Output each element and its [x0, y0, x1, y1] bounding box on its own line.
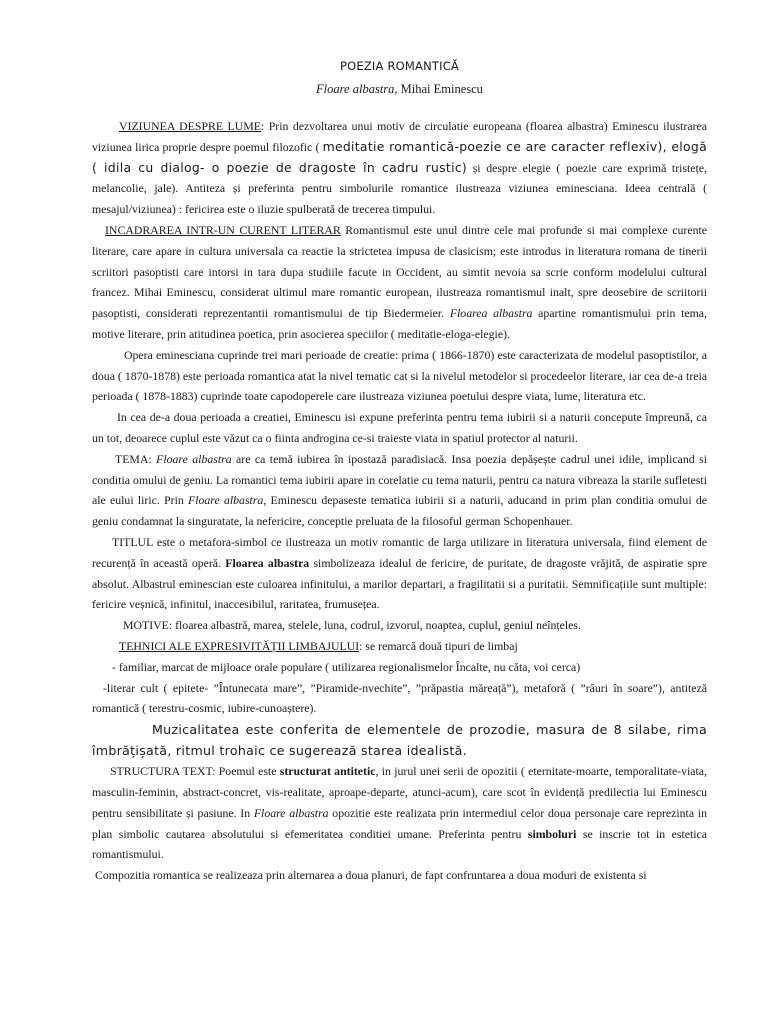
- paragraph-tema: TEMA: Floare albastra are ca temă iubirea în ipostază paradisiacă. Insa poezia depășește cadrul unei idile, implicand si conditia omului de geniu. La romantici tema iubirii apare in corelatie cu tema naturii, pentru ca natura vibreaza la starile sufletesti ale eului liric. Prin Floare albastra, Eminescu depaseste tematica iubirii si a naturii, aducand in prim plan conditia omului de geniu condamnat la singuratate, la nefericire, conceptie preluata de la filosoful german Schopenhauer.: [92, 451, 708, 529]
- heading-tema: TEMA:: [115, 451, 152, 466]
- paragraph-titlul: TITLUL este o metafora-simbol ce ilustreaza un motiv romantic de larga utilizare in literatura universala, fiind element de recurență în această operă. Floarea albastra simbolizeaza idealul de fericire, de puritate, de dragoste vrăjită, de aspiratie spre absolut. Albastrul eminescian este culoarea infinitului, a marilor departari, a fragilitatii si a puritatii. Semnificațiile sunt multiple: fericire veșnică, infinitul, inaccesibilul, raritatea, frumusețea.: [92, 534, 708, 612]
- subtitle-author: , Mihai Eminescu: [394, 82, 483, 96]
- page-title: POEZIA ROMANTICĂ: [340, 59, 459, 73]
- list-item-cult: -literar cult ( epitete- ”Întunecata mare”, ”Piramide-nvechite”, ”prăpastia măreață”), metaforă ( ”râuri în soare”), antiteză romantică ( terestru-cosmic, iubire-cunoaștere).: [92, 680, 707, 716]
- heading-viziunea: VIZIUNEA DESPRE LUME: [119, 119, 261, 133]
- paragraph-motive: MOTIVE: floarea albastră, marea, stelele, luna, codrul, izvorul, noaptea, cuplul, geniul neînțeles.: [123, 618, 581, 633]
- heading-incadrarea: INCADRAREA INTR-UN CURENT LITERAR: [105, 222, 341, 237]
- paragraph-structura: STRUCTURA TEXT: Poemul este structurat antitetic, in jurul unei serii de opozitii ( eternitate-moarte, temporalitate-viata, masculin-feminin, abstract-concret, vis-realitate, aproape-departe, atunci-acum), care scot în evidență predilectia lui Eminescu pentru sensibilitate și pasiune. In Floare albastra opozitie este realizata prin intermediul celor doua personaje care reprezinta in plan simbolic cautarea absolutului si efemeritatea conditiei umane. Preferinta pentru simboluri se inscrie tot in estetica romantismului.: [92, 764, 708, 862]
- heading-tehnici: TEHNICI ALE EXPRESIVITĂȚII LIMBAJULUI: [119, 638, 360, 653]
- subtitle-poem-name: Floare albastra: [316, 82, 395, 96]
- page-subtitle: [92, 81, 707, 97]
- list-item-familiar: - familiar, marcat de mijloace orale populare ( utilizarea regionalismelor Încalte, nu căta, voi cerca): [112, 659, 581, 674]
- paragraph-compozitia: Compozitia romantica se realizeaza prin alternarea a doua planuri, de fapt confruntarea a doua moduri de existenta si: [95, 868, 647, 883]
- paragraph-viziunea: VIZIUNEA DESPRE LUME: Prin dezvoltarea unui motiv de circulatie europeana (floarea albastra) Eminescu ilustrarea viziunea lirica proprie despre poemul filozofic ( meditatie romantică-poezie ce are caracter reflexiv), elogă ( idila cu dialog- o poezie de dragoste în cadru rustic) și despre elegie ( poezie care exprimă tristețe, melancolie, jale). Antiteza și preferinta pentru simbolurile romantice ilustreaza viziunea eminesciana. Ideea centrală ( mesajul/viziunea) : fericirea este o iluzie spulberată de trecerea timpului.: [92, 119, 707, 217]
- paragraph-muzicalitatea: Muzicalitatea este conferita de elementele de prozodie, masura de 8 silabe, rima îmbrățișată, ritmul trohaic ce sugerează starea idealistă.: [92, 722, 707, 759]
- paragraph-tehnici: TEHNICI ALE EXPRESIVITĂȚII LIMBAJULUI: se remarcă două tipuri de limbaj: [119, 638, 518, 653]
- paragraph-incadrarea: INCADRAREA INTR-UN CURENT LITERAR Romantismul este unul dintre cele mai profunde si mai complexe curente literare, care apare in cultura universala ca reactie la strictetea impusa de clasicism; este introdus in literatura romana de tinerii scriitori pasoptisti care intorsi in tara dupa studiile facute in Occident, au simtit nevoia sa scrie conform modelului cultural francez. Mihai Eminescu, considerat ultimul mare romantic european, ilustreaza romantismul inalt, spre deosebire de scriitorii pasoptisti, considerati reprezentantii romantismului de tip Biedermeier. Floarea albastra apartine romantismului prin tema, motive literare, prin atitudinea poetica, prin asocierea speciilor ( meditatie-eloga-elegie).: [92, 222, 707, 341]
- paragraph-opera: Opera eminesciana cuprinde trei mari perioade de creatie: prima ( 1866-1870) este caracterizata de modelul pasoptistilor, a doua ( 1870-1878) este perioada romantica atat la nivel tematic cat si la nivelul metodelor si procedeelor literare, iar cea de-a treia perioada ( 1878-1883) cuprinde toate capodoperele care ilustreaza viziunea poetului despre viata, lume, literatura etc.: [92, 347, 707, 404]
- paragraph-perioada: In cea de-a doua perioada a creatiei, Eminescu isi expune preferinta pentru tema iubirii si a naturii concepute împreună, ca un tot, deoarece cuplul este văzut ca o fiinta androgina ce-si traieste viata in spatiul protector al naturii.: [92, 410, 707, 445]
